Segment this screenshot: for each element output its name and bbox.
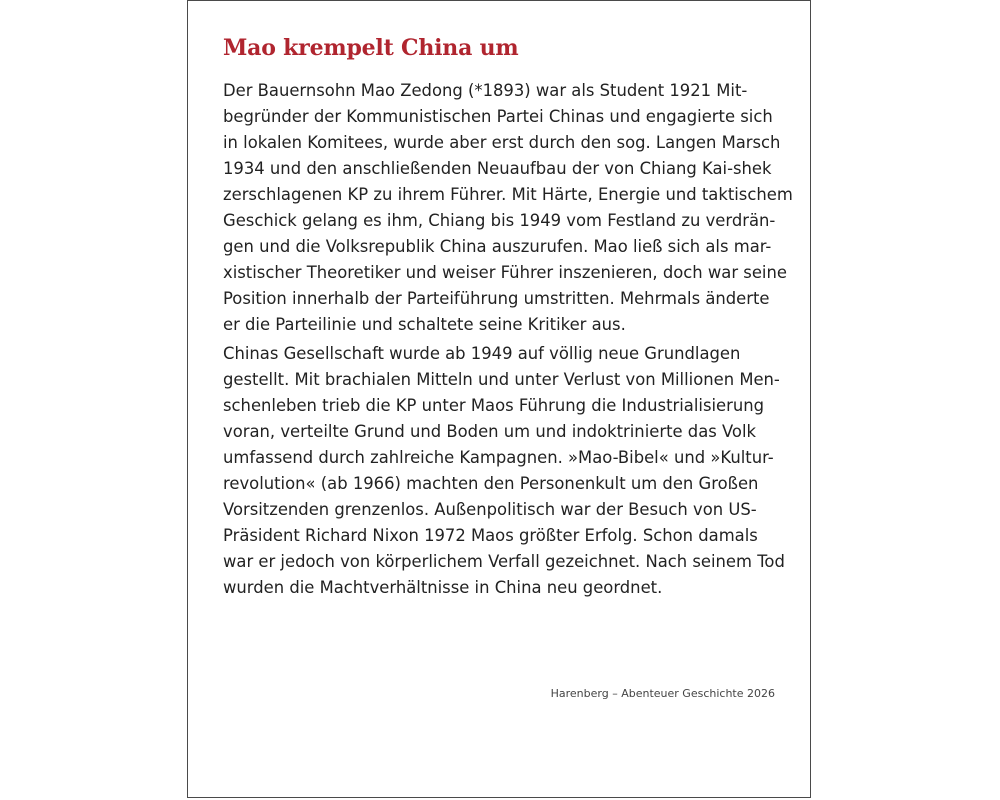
text-line: 1934 und den anschließenden Neuaufbau der von Chiang Kai-shek [223, 159, 772, 178]
text-line: Chinas Gesellschaft wurde ab 1949 auf völlig neue Grundlagen [223, 344, 741, 363]
calendar-page [187, 0, 811, 798]
text-line: Position innerhalb der Parteiführung umstritten. Mehrmals änderte [223, 289, 770, 308]
text-line: Geschick gelang es ihm, Chiang bis 1949 vom Festland zu verdrän- [223, 211, 776, 230]
paragraph-1 [223, 78, 793, 338]
page-title: Mao krempelt China um [223, 35, 519, 61]
text-line: wurden die Machtverhältnisse in China neu geordnet. [223, 578, 663, 597]
text-line: in lokalen Komitees, wurde aber erst durch den sog. Langen Marsch [223, 133, 781, 152]
text-line: er die Parteilinie und schaltete seine Kritiker aus. [223, 315, 626, 334]
text-line: Der Bauernsohn Mao Zedong (*1893) war als Student 1921 Mit- [223, 81, 748, 100]
text-line: zerschlagenen KP zu ihrem Führer. Mit Härte, Energie und taktischem [223, 185, 793, 204]
text-line: umfassend durch zahlreiche Kampagnen. »Mao-Bibel« und »Kultur- [223, 448, 774, 467]
text-line: gen und die Volksrepublik China auszurufen. Mao ließ sich als mar- [223, 237, 772, 256]
paragraph-2 [223, 341, 785, 601]
text-line: begründer der Kommunistischen Partei Chinas und engagierte sich [223, 107, 773, 126]
text-line: voran, verteilte Grund und Boden um und indoktrinierte das Volk [223, 422, 756, 441]
publisher-credit: Harenberg – Abenteuer Geschichte 2026 [550, 687, 775, 700]
text-line: xistischer Theoretiker und weiser Führer inszenieren, doch war seine [223, 263, 787, 282]
text-line: war er jedoch von körperlichem Verfall gezeichnet. Nach seinem Tod [223, 552, 785, 571]
text-line: gestellt. Mit brachialen Mitteln und unter Verlust von Millionen Men- [223, 370, 780, 389]
text-line: schenleben trieb die KP unter Maos Führung die Industrialisierung [223, 396, 765, 415]
text-line: Präsident Richard Nixon 1972 Maos größter Erfolg. Schon damals [223, 526, 758, 545]
text-line: revolution« (ab 1966) machten den Personenkult um den Großen [223, 474, 759, 493]
text-line: Vorsitzenden grenzenlos. Außenpolitisch war der Besuch von US- [223, 500, 757, 519]
